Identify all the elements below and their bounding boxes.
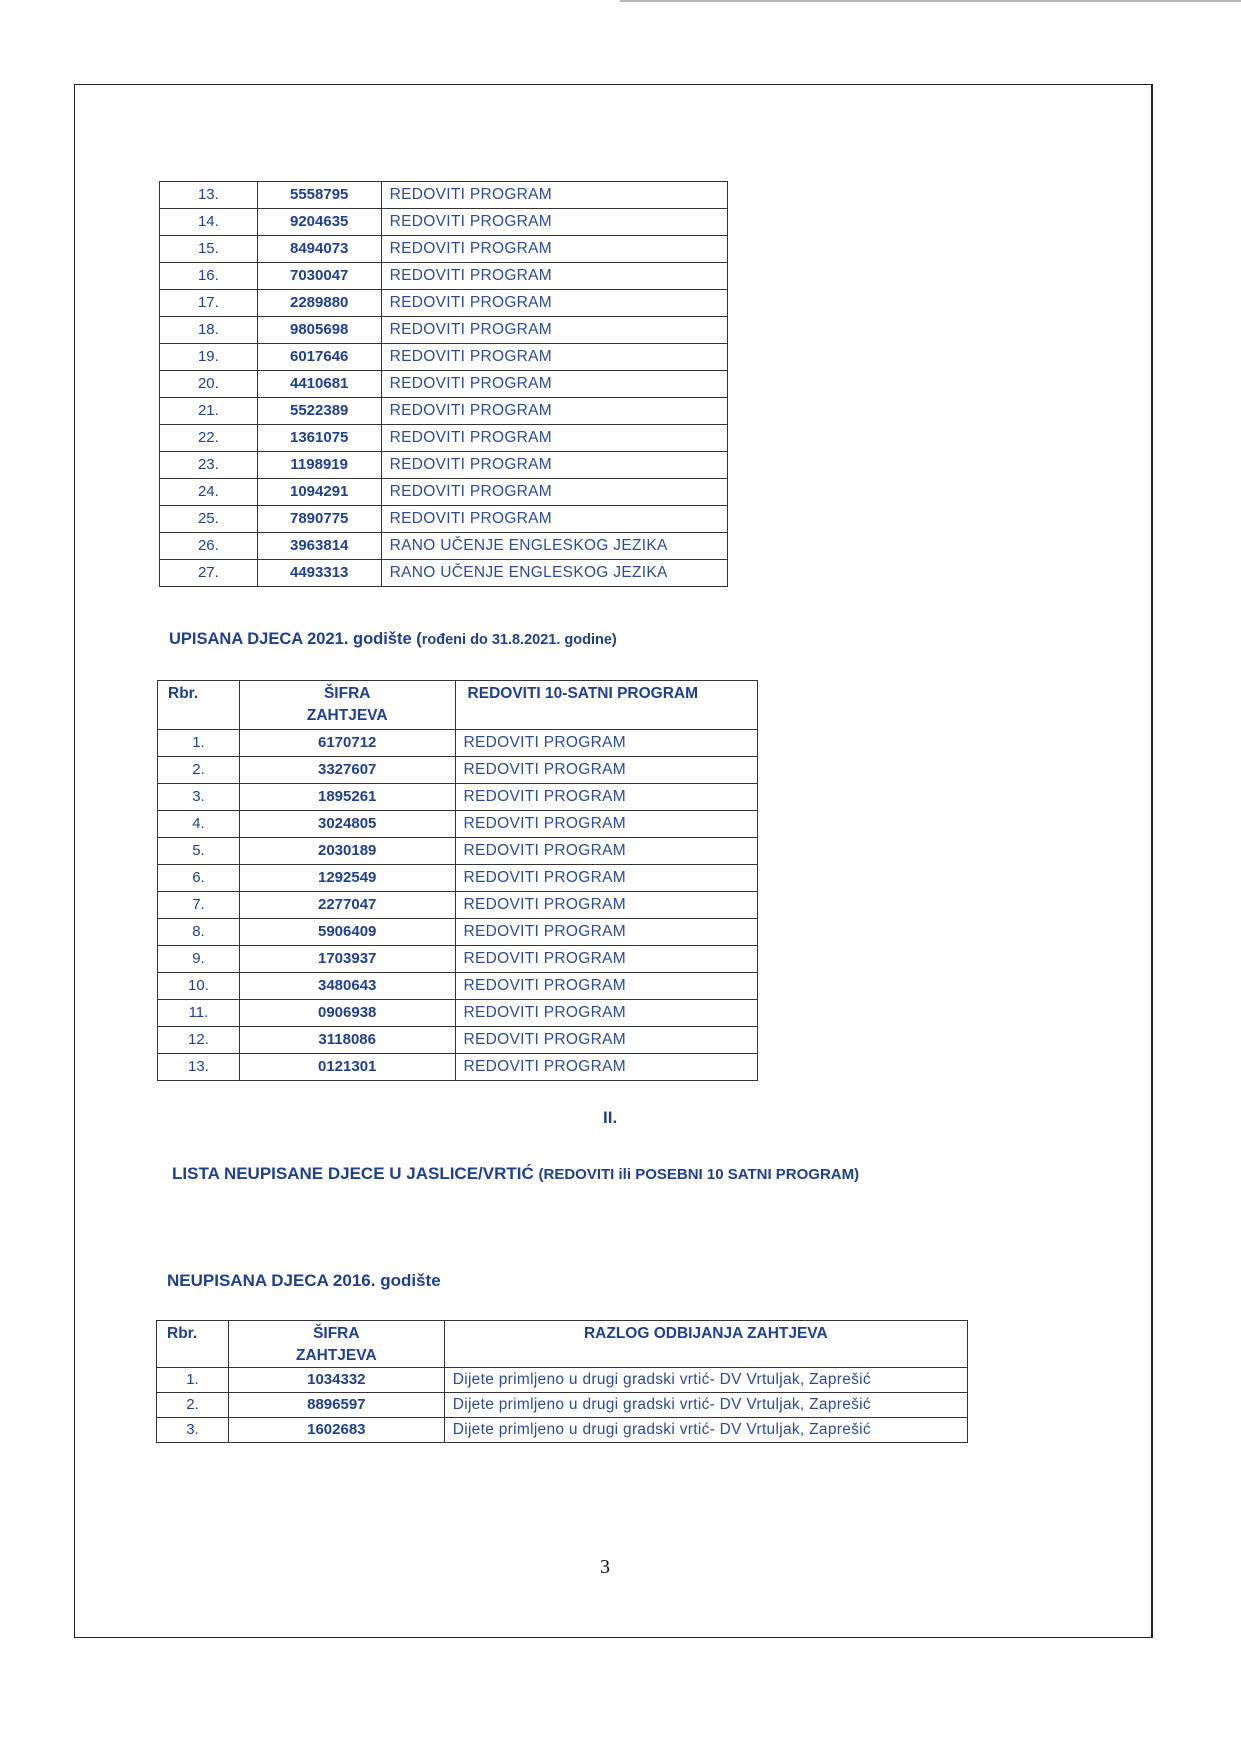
table-continued xyxy=(159,181,728,587)
page-number: 3 xyxy=(600,1556,610,1578)
section-ii-title-small: (REDOVITI ili POSEBNI 10 SATNI PROGRAM) xyxy=(538,1166,860,1183)
cell-no: 2. xyxy=(158,757,240,784)
cell-program: REDOVITI PROGRAM xyxy=(381,344,727,371)
cell-no: 7. xyxy=(158,892,240,919)
cell-program: REDOVITI PROGRAM xyxy=(381,290,727,317)
table-row xyxy=(158,892,758,919)
table-row xyxy=(160,425,728,452)
cell-program: REDOVITI PROGRAM xyxy=(381,425,727,452)
table-row xyxy=(158,946,758,973)
table-row xyxy=(160,479,728,506)
cell-program: RANO UČENJE ENGLESKOG JEZIKA xyxy=(381,560,727,587)
table-row xyxy=(160,506,728,533)
table-row xyxy=(160,236,728,263)
col-code-header xyxy=(239,681,455,730)
cell-code: 6017646 xyxy=(257,344,381,371)
cell-no: 24. xyxy=(160,479,258,506)
cell-reason: Dijete primljeno u drugi gradski vrtić- DV Vrtuljak, Zaprešić xyxy=(444,1393,967,1418)
cell-code: 6170712 xyxy=(239,730,455,757)
cell-program: REDOVITI PROGRAM xyxy=(381,398,727,425)
table-row xyxy=(160,263,728,290)
cell-no: 25. xyxy=(160,506,258,533)
table-row xyxy=(160,290,728,317)
cell-code: 7890775 xyxy=(257,506,381,533)
cell-no: 15. xyxy=(160,236,258,263)
cell-program: REDOVITI PROGRAM xyxy=(455,1027,757,1054)
cell-code: 1602683 xyxy=(228,1418,444,1443)
cell-code: 1703937 xyxy=(239,946,455,973)
table-row xyxy=(158,919,758,946)
cell-code: 1198919 xyxy=(257,452,381,479)
table-row xyxy=(160,371,728,398)
cell-program: REDOVITI PROGRAM xyxy=(455,865,757,892)
table-row xyxy=(158,784,758,811)
cell-code: 2030189 xyxy=(239,838,455,865)
table-row xyxy=(158,730,758,757)
table-row xyxy=(160,398,728,425)
cell-program: REDOVITI PROGRAM xyxy=(455,730,757,757)
cell-program: REDOVITI PROGRAM xyxy=(455,919,757,946)
cell-no: 10. xyxy=(158,973,240,1000)
cell-program: REDOVITI PROGRAM xyxy=(455,892,757,919)
heading-small: rođeni do 31.8.2021. godine) xyxy=(421,632,617,648)
cell-no: 3. xyxy=(158,784,240,811)
cell-code: 1361075 xyxy=(257,425,381,452)
cell-program: REDOVITI PROGRAM xyxy=(455,1000,757,1027)
cell-program: REDOVITI PROGRAM xyxy=(455,757,757,784)
col-code-header-line2: ZAHTJEVA xyxy=(295,1347,377,1364)
cell-code: 8896597 xyxy=(228,1393,444,1418)
table-header-row xyxy=(157,1321,968,1368)
cell-code: 4410681 xyxy=(257,371,381,398)
cell-code: 1292549 xyxy=(239,865,455,892)
cell-no: 4. xyxy=(158,811,240,838)
cell-program: RANO UČENJE ENGLESKOG JEZIKA xyxy=(381,533,727,560)
col-rbr-header: Rbr. xyxy=(157,1321,229,1368)
cell-no: 6. xyxy=(158,865,240,892)
cell-no: 13. xyxy=(158,1054,240,1081)
cell-code: 3118086 xyxy=(239,1027,455,1054)
section-2016-heading: NEUPISANA DJECA 2016. godište xyxy=(167,1271,441,1290)
cell-no: 14. xyxy=(160,209,258,236)
table-row xyxy=(158,1054,758,1081)
cell-program: REDOVITI PROGRAM xyxy=(381,182,727,209)
section-numeral: II. xyxy=(603,1108,618,1127)
cell-no: 17. xyxy=(160,290,258,317)
cell-program: REDOVITI PROGRAM xyxy=(455,811,757,838)
cell-code: 0906938 xyxy=(239,1000,455,1027)
cell-no: 13. xyxy=(160,182,258,209)
table-row xyxy=(158,838,758,865)
cell-code: 3327607 xyxy=(239,757,455,784)
cell-no: 11. xyxy=(158,1000,240,1027)
table-row xyxy=(158,1000,758,1027)
table-row xyxy=(157,1368,968,1393)
cell-code: 3024805 xyxy=(239,811,455,838)
table-row xyxy=(157,1418,968,1443)
cell-code: 8494073 xyxy=(257,236,381,263)
cell-code: 1034332 xyxy=(228,1368,444,1393)
col-code-header-line2: ZAHTJEVA xyxy=(306,707,388,724)
table-row xyxy=(160,533,728,560)
table-row xyxy=(158,757,758,784)
table-row xyxy=(160,560,728,587)
col-rbr-header: Rbr. xyxy=(158,681,240,730)
table-2021 xyxy=(157,680,758,1081)
col-code-header-line1: ŠIFRA xyxy=(323,685,371,702)
table-row xyxy=(158,1027,758,1054)
col-reason-header: RAZLOG ODBIJANJA ZAHTJEVA xyxy=(444,1321,967,1368)
cell-code: 2289880 xyxy=(257,290,381,317)
cell-no: 1. xyxy=(157,1368,229,1393)
cell-program: REDOVITI PROGRAM xyxy=(455,784,757,811)
cell-code: 5522389 xyxy=(257,398,381,425)
table-row xyxy=(160,182,728,209)
cell-no: 1. xyxy=(158,730,240,757)
cell-code: 1895261 xyxy=(239,784,455,811)
cell-no: 8. xyxy=(158,919,240,946)
table-row xyxy=(158,865,758,892)
col-code-header-line1: ŠIFRA xyxy=(313,1325,360,1342)
cell-code: 1094291 xyxy=(257,479,381,506)
cell-program: REDOVITI PROGRAM xyxy=(455,973,757,1000)
col-code-header xyxy=(228,1321,444,1368)
cell-code: 9204635 xyxy=(257,209,381,236)
cell-no: 18. xyxy=(160,317,258,344)
cell-no: 27. xyxy=(160,560,258,587)
cell-no: 3. xyxy=(157,1418,229,1443)
table-row xyxy=(160,209,728,236)
section-ii-title-main: LISTA NEUPISANE DJECE U JASLICE/VRTIĆ xyxy=(172,1164,534,1183)
cell-code: 5906409 xyxy=(239,919,455,946)
cell-no: 9. xyxy=(158,946,240,973)
heading-main: UPISANA DJECA 2021. godište ( xyxy=(169,630,422,648)
cell-code: 3480643 xyxy=(239,973,455,1000)
table-row xyxy=(160,344,728,371)
section-ii-title xyxy=(172,1164,859,1184)
cell-program: REDOVITI PROGRAM xyxy=(381,317,727,344)
cell-program: REDOVITI PROGRAM xyxy=(381,209,727,236)
cell-program: REDOVITI PROGRAM xyxy=(455,1054,757,1081)
table-2016 xyxy=(156,1320,968,1443)
col-program-header: REDOVITI 10-SATNI PROGRAM xyxy=(455,681,757,730)
cell-no: 23. xyxy=(160,452,258,479)
cell-code: 7030047 xyxy=(257,263,381,290)
table-row xyxy=(157,1393,968,1418)
cell-code: 3963814 xyxy=(257,533,381,560)
cell-program: REDOVITI PROGRAM xyxy=(381,479,727,506)
cell-program: REDOVITI PROGRAM xyxy=(381,506,727,533)
table-row xyxy=(160,452,728,479)
cell-no: 2. xyxy=(157,1393,229,1418)
cell-program: REDOVITI PROGRAM xyxy=(381,236,727,263)
cell-no: 12. xyxy=(158,1027,240,1054)
cell-program: REDOVITI PROGRAM xyxy=(381,371,727,398)
cell-reason: Dijete primljeno u drugi gradski vrtić- DV Vrtuljak, Zaprešić xyxy=(444,1418,967,1443)
cell-code: 2277047 xyxy=(239,892,455,919)
cell-no: 22. xyxy=(160,425,258,452)
cell-program: REDOVITI PROGRAM xyxy=(455,946,757,973)
table-row xyxy=(160,317,728,344)
cell-no: 5. xyxy=(158,838,240,865)
cell-program: REDOVITI PROGRAM xyxy=(381,452,727,479)
cell-code: 9805698 xyxy=(257,317,381,344)
cell-no: 21. xyxy=(160,398,258,425)
cell-code: 0121301 xyxy=(239,1054,455,1081)
cell-no: 16. xyxy=(160,263,258,290)
cell-code: 4493313 xyxy=(257,560,381,587)
table-row xyxy=(158,973,758,1000)
cell-no: 19. xyxy=(160,344,258,371)
cell-program: REDOVITI PROGRAM xyxy=(381,263,727,290)
cell-no: 20. xyxy=(160,371,258,398)
cell-program: REDOVITI PROGRAM xyxy=(455,838,757,865)
scan-edge-line xyxy=(620,0,1241,2)
cell-reason: Dijete primljeno u drugi gradski vrtić- DV Vrtuljak, Zaprešić xyxy=(444,1368,967,1393)
table-header-row xyxy=(158,681,758,730)
cell-code: 5558795 xyxy=(257,182,381,209)
table-row xyxy=(158,811,758,838)
section-2021-heading xyxy=(169,630,617,649)
cell-no: 26. xyxy=(160,533,258,560)
